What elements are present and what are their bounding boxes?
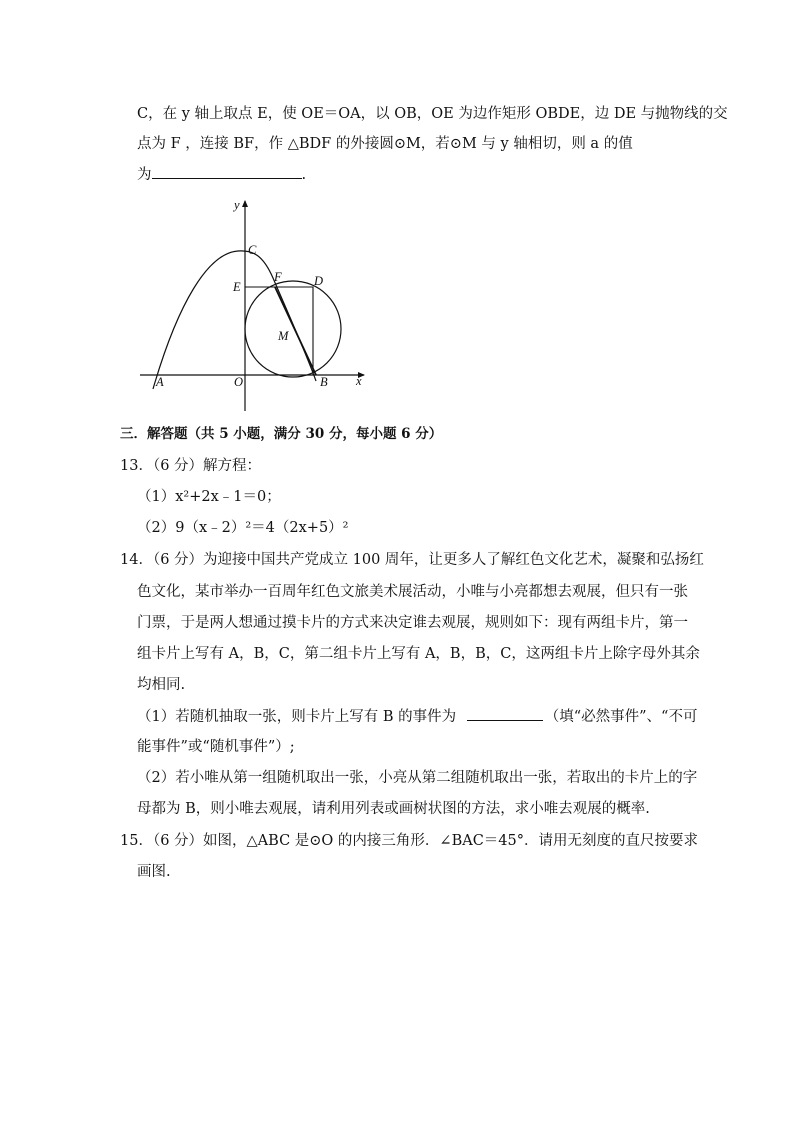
parabola-circle-figure — [138, 193, 378, 415]
q14-part-1-text: （1）若随机抽取一张，则卡片上写有 B 的事件为 — [137, 709, 457, 725]
q15-line-2: 画图. — [137, 864, 171, 880]
q14-part-2-line-2: 母都为 B，则小唯去观展，请利用列表或画树状图的方法，求小唯去观展的概率. — [137, 801, 650, 817]
q14-line-4: 组卡片上写有 A，B，C，第二组卡片上写有 A，B，B，C，这两组卡片上除字母外其余 — [137, 646, 700, 662]
q14-line-5: 均相同. — [137, 677, 186, 693]
q12-line-3-prefix: 为 — [137, 167, 152, 183]
label-c: C — [248, 243, 257, 257]
label-y: y — [234, 198, 240, 212]
parabola-curve — [153, 251, 316, 389]
label-d: D — [314, 274, 324, 288]
label-f: F — [274, 270, 282, 284]
label-b: B — [320, 375, 328, 389]
label-e: E — [233, 280, 241, 294]
q14-line-3: 门票，于是两人想通过摸卡片的方式来决定谁去观展，规则如下：现有两组卡片，第一 — [137, 615, 688, 631]
q14-part-2-line-1: （2）若小唯从第一组随机取出一张，小亮从第二组随机取出一张，若取出的卡片上的字 — [137, 770, 698, 786]
q14-part-1-cont: 能事件”或“随机事件”）; — [137, 739, 295, 755]
q14-answer-blank — [467, 706, 543, 721]
q14-part-1-options: （填“必然事件”、“不可 — [544, 709, 698, 725]
label-m: M — [278, 329, 289, 343]
label-x: x — [356, 374, 362, 388]
q13-part-1: （1）x²+2x﹣1＝0； — [137, 489, 281, 505]
circle-m — [245, 281, 341, 377]
q12-line-2: 点为 F ，连接 BF，作 △BDF 的外接圆⊙M，若⊙M 与 y 轴相切，则 a 的值 — [137, 136, 633, 152]
q14-line-2: 色文化，某市举办一百周年红色文旅美术展活动，小唯与小亮都想去观展，但只有一张 — [137, 584, 688, 600]
q12-answer-blank — [152, 164, 302, 179]
q15-line-1: 15．（6 分）如图，△ABC 是⊙O 的内接三角形．∠BAC＝45°．请用无刻度的直尺按要求 — [120, 833, 699, 849]
q14-line-1: 14．（6 分）为迎接中国共产党成立 100 周年，让更多人了解红色文化艺术，凝聚和弘扬红 — [120, 552, 704, 568]
q13-part-2: （2）9（x﹣2）²＝4（2x+5）² — [137, 520, 349, 536]
label-o: O — [234, 375, 244, 389]
q14-part-1 — [137, 706, 697, 727]
q13-stem: 13．（6 分）解方程： — [120, 458, 262, 474]
label-a: A — [156, 375, 164, 389]
q12-line-1: C，在 y 轴上取点 E，使 OE＝OA，以 OB，OE 为边作矩形 OBDE，边 DE 与抛物线的交 — [137, 106, 728, 122]
q12-line-3-suffix: . — [301, 167, 307, 183]
q12-line-3 — [137, 164, 306, 185]
section-3-title: 三．解答题（共 5 小题，满分 30 分，每小题 6 分） — [120, 426, 443, 442]
